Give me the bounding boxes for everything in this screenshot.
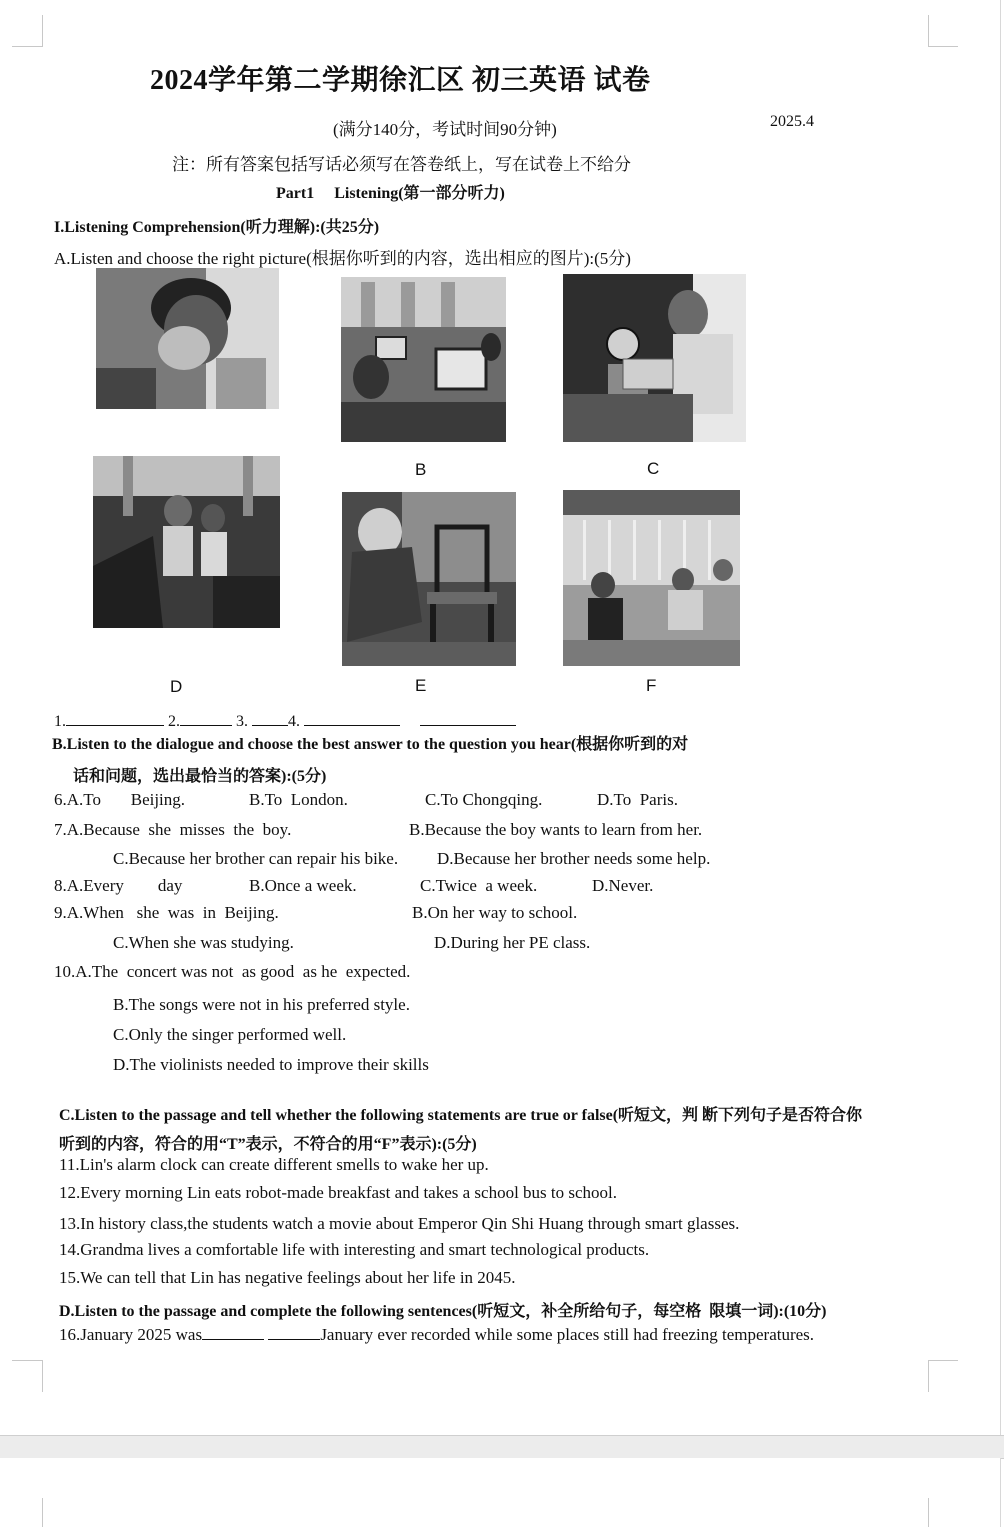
exam-note: 注：所有答案包括写话必须写在答卷纸上，写在试卷上不给分 — [172, 155, 631, 174]
q6-option-b: B.To London. — [249, 790, 348, 809]
statement-15: 15.We can tell that Lin has negative feelings about her life in 2045. — [59, 1268, 516, 1287]
picture-label-d: D — [170, 677, 183, 696]
answer-1-number: 1. — [54, 713, 66, 730]
page-gap — [0, 1435, 1004, 1459]
answer-blanks-row — [54, 709, 516, 731]
picture-label-e: E — [415, 676, 427, 695]
crop-mark-bottom-right — [928, 1360, 958, 1361]
exam-date: 2025.4 — [770, 113, 814, 130]
q7-option-d: D.Because her brother needs some help. — [437, 849, 711, 868]
sectionB-instruction-line1: B.Listen to the dialogue and choose the best answer to the question you hear(根据你听到的对 — [52, 736, 689, 753]
sectionD-instruction: D.Listen to the passage and complete the following sentences(听短文，补全所给句子，每空格 限填一词):(10分) — [59, 1303, 827, 1320]
answer-1-blank[interactable] — [66, 709, 164, 726]
sectionC-instruction-line2: 听到的内容，符合的用“T”表示，不符合的用“F”表示):(5分) — [59, 1136, 477, 1153]
picture-label-b: B — [415, 460, 427, 479]
q16-end: January ever recorded while some places still had freezing temperatures. — [320, 1325, 815, 1344]
picture-label-c: C — [647, 459, 660, 478]
gym-treadmill-photo — [93, 456, 280, 628]
statement-11: 11.Lin's alarm clock can create different smells to wake her up. — [59, 1155, 489, 1174]
crop-mark-top-right-v — [928, 15, 929, 47]
next-page — [0, 1458, 1001, 1527]
part-heading: Part1 Listening(第一部分听力) — [276, 185, 505, 202]
q6-option-a: 6.A.To Beijing. — [54, 790, 186, 809]
exam-subtitle: (满分140分，考试时间90分钟) — [333, 120, 557, 139]
q6-option-d: D.To Paris. — [597, 790, 678, 809]
crop-mark-top-left — [12, 46, 42, 47]
answer-5-blank[interactable] — [420, 709, 516, 726]
q8-option-b: B.Once a week. — [249, 876, 357, 895]
crop-mark-page2-right — [928, 1498, 929, 1527]
q10-option-b: B.The songs were not in his preferred style. — [113, 995, 410, 1014]
old-man-carpentry-photo — [342, 492, 516, 666]
q16-blank-1[interactable] — [202, 1323, 264, 1340]
statement-13: 13.In history class,the students watch a movie about Emperor Qin Shi Huang through smart glasses. — [59, 1214, 740, 1233]
question-16 — [59, 1323, 814, 1345]
q16-start: 16.January 2025 was — [59, 1325, 203, 1344]
answer-2-number: 2. — [168, 713, 180, 730]
q16-blank-2[interactable] — [268, 1323, 320, 1340]
crop-mark-page2-left — [42, 1498, 43, 1527]
sectionA-instruction: A.Listen and choose the right picture(根据你听到的内容，选出相应的图片):(5分) — [54, 249, 631, 268]
crop-mark-bottom-left-v — [42, 1360, 43, 1392]
man-sneezing-photo — [96, 268, 279, 409]
q6-option-c: C.To Chongqing. — [425, 790, 543, 809]
q9-option-d: D.During her PE class. — [434, 933, 591, 952]
q7-option-a: 7.A.Because she misses the boy. — [54, 820, 292, 839]
q10-option-d: D.The violinists needed to improve their skills — [113, 1055, 429, 1074]
q7-option-b: B.Because the boy wants to learn from her. — [409, 820, 703, 839]
answer-2-blank[interactable] — [180, 709, 232, 726]
crop-mark-top-left-v — [42, 15, 43, 47]
q10-option-c: C.Only the singer performed well. — [113, 1025, 347, 1044]
q9-option-a: 9.A.When she was in Beijing. — [54, 903, 279, 922]
q9-option-c: C.When she was studying. — [113, 933, 294, 952]
answer-4-blank[interactable] — [304, 709, 400, 726]
q8-option-d: D.Never. — [592, 876, 654, 895]
office-computers-photo — [341, 277, 506, 442]
crop-mark-bottom-right-v — [928, 1360, 929, 1392]
q9-option-b: B.On her way to school. — [412, 903, 578, 922]
statement-14: 14.Grandma lives a comfortable life with interesting and smart technological products. — [59, 1240, 650, 1259]
statement-12: 12.Every morning Lin eats robot-made breakfast and takes a school bus to school. — [59, 1183, 618, 1202]
crop-mark-bottom-left — [12, 1360, 42, 1361]
children-fountain-photo — [563, 490, 740, 666]
answer-4-number: 4. — [288, 713, 300, 730]
q10-option-a: 10.A.The concert was not as good as he expected. — [54, 962, 411, 981]
q8-option-a: 8.A.Every day — [54, 876, 183, 895]
section1-heading: I.Listening Comprehension(听力理解):(共25分) — [54, 219, 380, 236]
q8-option-c: C.Twice a week. — [420, 876, 538, 895]
sectionC-instruction-line1: C.Listen to the passage and tell whether the following statements are true or false(听短文，判 断下列句子是否符合你 — [59, 1107, 863, 1124]
answer-3-blank[interactable] — [252, 709, 288, 726]
exam-title: 2024学年第二学期徐汇区 初三英语 试卷 — [150, 65, 651, 96]
q7-option-c: C.Because her brother can repair his bike. — [113, 849, 399, 868]
picture-label-f: F — [646, 676, 657, 695]
sectionB-instruction-line2: 话和问题，选出最恰当的答案):(5分) — [73, 768, 327, 785]
crop-mark-top-right — [928, 46, 958, 47]
man-weighing-parcel-photo — [563, 274, 746, 442]
answer-3-number: 3. — [236, 713, 248, 730]
